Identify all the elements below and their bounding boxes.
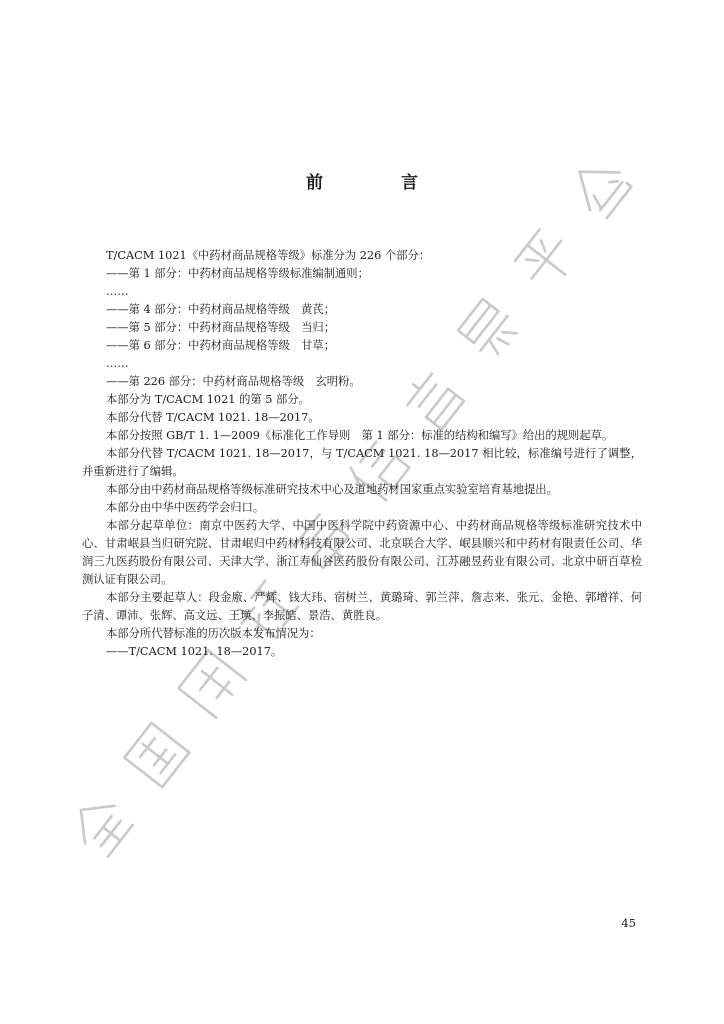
document-body (82, 247, 642, 661)
list-item-part-1: ——第 1 部分：中药材商品规格等级标准编制通则； (106, 267, 369, 280)
list-item-history: ——T/CACM 1021. 18—2017。 (106, 645, 283, 658)
paragraph-drafters: 本部分主要起草人：段金廒、严辉、钱大玮、宿树兰、黄璐琦、郭兰萍、詹志来、张元、金艳、郭增祥、何子清、谭沛、张辉、高文远、王瑛、李振皓、景浩、黄胜良。 (82, 591, 642, 622)
paragraph-centralized-by: 本部分由中华中医药学会归口。 (106, 501, 265, 514)
list-item-part-6: ——第 6 部分：中药材商品规格等级 甘草； (106, 339, 336, 352)
watermark-glyph-2 (124, 723, 189, 787)
list-item-part-4: ——第 4 部分：中药材商品规格等级 黄芪； (106, 303, 336, 316)
list-ellipsis: …… (106, 285, 129, 298)
paragraph-drafting-rules: 本部分按照 GB/T 1. 1—2009《标准化工作导则 第 1 部分：标准的结构和编写》给出的规则起草。 (106, 429, 614, 442)
paragraph-proposed-by: 本部分由中药材商品规格等级标准研究技术中心及道地药材国家重点实验室培育基地提出。 (106, 483, 558, 496)
page-title: 前 言 (306, 173, 454, 193)
watermark-glyph-1 (66, 791, 135, 860)
paragraph-this-part: 本部分为 T/CACM 1021 的第 5 部分。 (106, 393, 310, 406)
paragraph-intro: T/CACM 1021《中药材商品规格等级》标准分为 226 个部分： (106, 249, 431, 262)
list-ellipsis: …… (106, 357, 129, 370)
paragraph-drafting-units: 本部分起草单位：南京中医药大学、中国中医科学院中药资源中心、中药材商品规格等级标准研究技术中心、甘肃岷县当归研究院、甘肃岷归中药材科技有限公司、北京联合大学、岷县顺兴和中药材有限责任公司、华润三九医药股份有限公司、天津大学、浙江寿仙谷医药股份有限公司、江苏融昱药业有限公司、北京中研百草检测认证有限公司。 (82, 519, 642, 586)
list-item-part-5: ——第 5 部分：中药材商品规格等级 当归； (106, 321, 336, 334)
paragraph-history: 本部分所代替标准的历次版本发布情况为： (106, 627, 321, 640)
paragraph-changes: 本部分代替 T/CACM 1021. 18—2017，与 T/CACM 1021. 18—2017 相比较，标准编号进行了调整，并重新进行了编辑。 (82, 447, 642, 478)
list-item-part-226: ——第 226 部分：中药材商品规格等级 玄明粉。 (106, 375, 361, 388)
page-number: 45 (621, 916, 636, 930)
paragraph-replaces: 本部分代替 T/CACM 1021. 18—2017。 (106, 411, 320, 424)
